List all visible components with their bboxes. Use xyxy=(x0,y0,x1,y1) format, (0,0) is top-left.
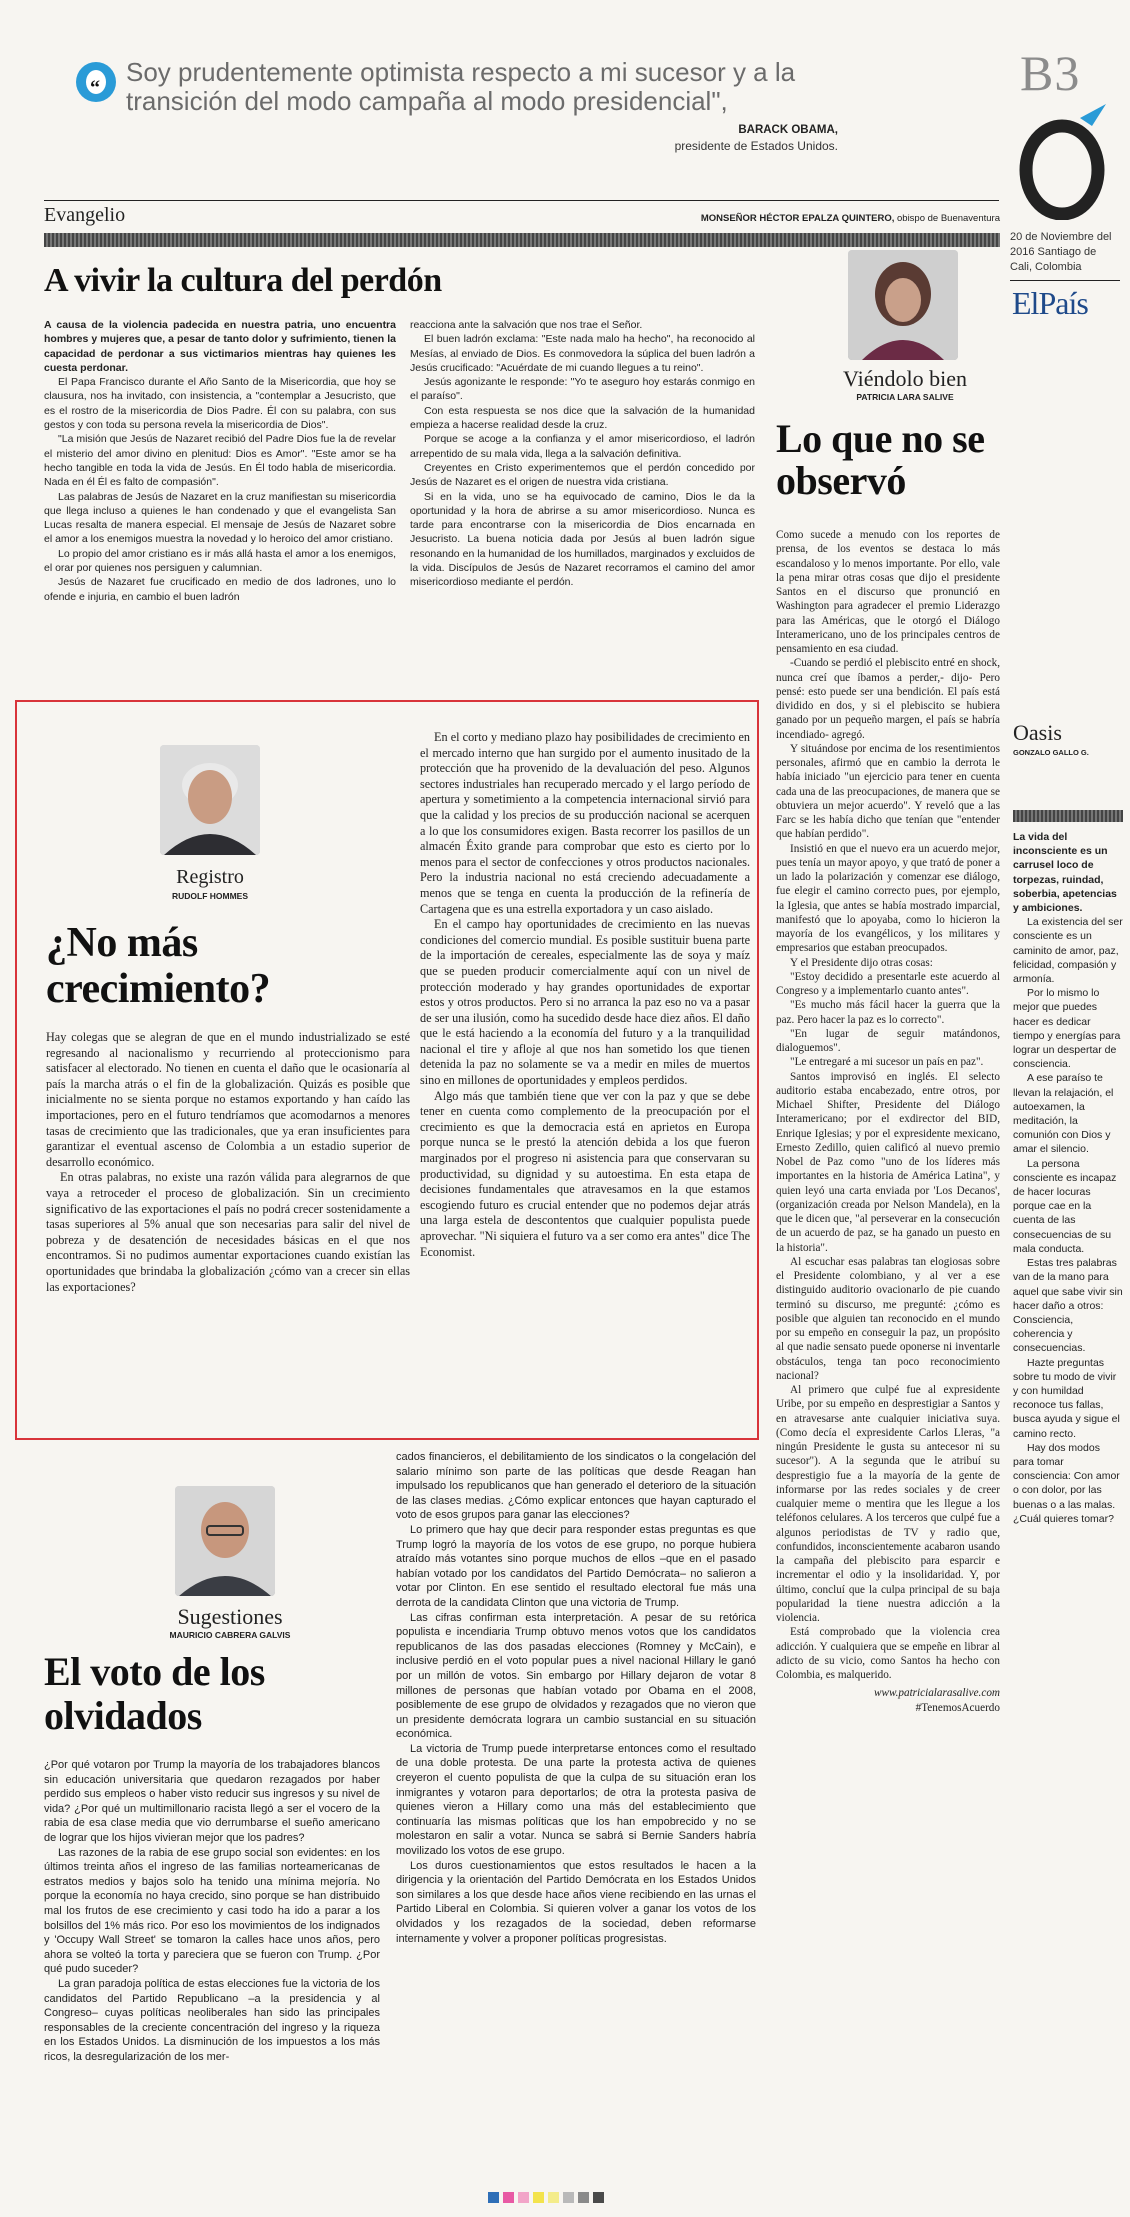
evangelio-top-rule xyxy=(44,200,999,201)
sugestiones-para: La gran paradoja política de estas elecciones fue la victoria de los candidatos del Partido Republicano –a la presidencia y al Congreso– cuyas políticas neoliberales han sido las principales responsables de la creciente concentración del ingreso y la riqueza en los Estados Unidos. La disminución de los impuestos a los más ricos, la desregularización de los mer- xyxy=(44,1977,380,2063)
evangelio-col2 xyxy=(410,318,755,678)
oasis-para: Por lo mismo lo mejor que puedes hacer es dedicar tiempo y energías para lograr un despertar de consciencia. xyxy=(1013,987,1121,1071)
evangelio-kicker: Evangelio xyxy=(44,204,126,226)
registro-author: RUDOLF HOMMES xyxy=(171,891,249,901)
evangelio-para: Jesús de Nazaret fue crucificado en medio de dos ladrones, uno lo ofende e injuria, en cambio el buen ladrón xyxy=(44,576,396,603)
registro-para: En otras palabras, no existe una razón válida para alegrarnos de que vaya a retroceder el proceso de globalización. Sin un crecimiento significativo de las exportaciones el país no podrá crecer sostenidamente a tasas superiores al 5% anual que son necesarias para salir del nivel de pobreza y de desatención de necesidades básicas en el que nos encontramos. Si no pudimos aumentar exportaciones cuando existían las oportunidades que brindaba la globalización ¿cómo van a crecer sin ellas las exportaciones? xyxy=(46,1170,410,1294)
viendolo-para: -Cuando se perdió el plebiscito entré en shock, nunca creí que íbamos a perder,- dijo- Pero pensé: esto puede ser una bendición. El país está dividido en dos, y si el plebiscito se hubiera ganado por un pequeño margen, el país se habría incendiado- agregó. xyxy=(776,657,1000,741)
sugestiones-headline: El voto de los olvidados xyxy=(44,1649,265,1738)
evangelio-para: El buen ladrón exclama: "Este nada malo ha hecho", ha reconocido al Mesías, al enviado de Dios. Es conmovedora la súplica del buen ladrón a Jesús crucificado: "Acuérdate de mi cuando llegues a tu reino". xyxy=(410,333,755,374)
evangelio-para: Porque se acoge a la confianza y el amor misericordioso, el ladrón arrepentido de su mala vida, llega a la salvación definitiva. xyxy=(410,433,755,460)
evangelio-para: A causa de la violencia padecida en nuestra patria, uno encuentra hombres y mujeres que, a pesar de tanto dolor y sufrimiento, tienen la capacidad de perdonar a sus victimarios mientras hay quienes les cuesta perdonar. xyxy=(44,319,396,374)
evangelio-para: Jesús agonizante le responde: "Yo te aseguro hoy estarás conmigo en el paraíso". xyxy=(410,376,755,403)
sugestiones-column-name: Sugestiones xyxy=(177,1604,283,1629)
viendolo-para: "Es mucho más fácil hacer la guerra que la paz. Pero hacer la paz es lo correcto". xyxy=(776,999,1000,1026)
evangelio-para: reacciona ante la salvación que nos trae el Señor. xyxy=(410,319,643,331)
color-swatch xyxy=(578,2192,589,2203)
oasis-para: La persona consciente es incapaz de hacer locuras porque cae en la cuenta de las consecuencias de su mala conducta. xyxy=(1013,1157,1117,1255)
registro-col2 xyxy=(420,730,750,1435)
evangelio-byline-name: MONSEÑOR HÉCTOR EPALZA QUINTERO, xyxy=(700,213,895,224)
viendolo-para: Al primero que culpé fue al expresidente Uribe, por su empeño en desprestigiar a Santos y en atravesarse ante cualquier iniciativa suya. (Como decía el expresidente Carlos Lleras, "a ningún Presidente le gusta su antecesor ni su sucesor"). A la segunda que le atribuí su desprestigio fue a la mayoría de la gente de informarse por las redes sociales y de creer cualquier meme o mentira que les llegue a los teléfonos celulares. A los terceros que culpé fue a algunos periodistas de TV y radio que, confundidos, inconscientemente acabaron usando la campaña del plebiscito para esparcir e incrementar el odio y la insolidaridad. Y, por último, concluí que la culpa principal de su baja popularidad la tiene nuestra adicción a la violencia. xyxy=(776,1384,1000,1624)
masthead-date: 20 de Noviembre del 2016 Santiago de Cali, Colombia xyxy=(1010,231,1112,273)
viendolo-para: Al escuchar esas palabras tan elogiosas sobre el Presidente colombiano, y al ver a ese distinguido auditorio ovacionarlo de pie cuando terminó su discurso, me pregunté: ¿cómo es posible que alguien tan reconocido en el mundo por su empeño en conseguir la paz, un propósito al que nadie sensato puede oponerse ni inventarle obstáculos, tenga tan poco reconocimiento nacional? xyxy=(776,1255,1000,1382)
registro-para: En el corto y mediano plazo hay posibilidades de crecimiento en el mercado interno que han surgido por el aumento inusitado de la protección que ha provenido de la devaluación del peso. Algunos sectores industriales han recuperado mercado y el largo período de apertura y sometimiento a la competencia internacional sirvió para que la calidad y los precios de su producción nacional se acerquen a lo que los consumidores exigen. Basta recorrer los pasillos de un almacén Éxito grande para comprobar que esto es cierto por lo menos para el sector de confecciones y otros productos nacionales. Pero la industria nacional no está creciendo adecuadamente a menos que se tenga en cuenta la producción de la refinería de Cartagena que es una estrella exportadora y un caso aislado. xyxy=(420,730,750,916)
color-swatch xyxy=(548,2192,559,2203)
sugestiones-para: Lo primero que hay que decir para responder estas preguntas es que Trump logró la mayoría de los votos de ese grupo, no porque hubiera atraído más votantes sino porque muchos de ellos –que en el pasado habían votado por los candidatos del Partido Demócrata– no salieron a votar por Clinton. En ese sentido el resultado electoral fue más una derrota de la candidata Clinton que una victoria de Trump. xyxy=(396,1523,756,1609)
author-photo-patricia xyxy=(848,250,958,360)
quote-icon: “ xyxy=(76,62,116,102)
registro-headline: ¿No más crecimiento? xyxy=(46,920,271,1012)
author-photo-rudolf xyxy=(160,745,260,855)
evangelio-para: Si en la vida, uno se ha equivocado de camino, Dios le da la oportunidad y la hora de abrirse a su amor misericordioso. Nunca es tarde para encontrarse con la misericordia de Dios encarnada en Jesucristo. La buena noticia dada por Jesús al buen ladrón sigue resonando en la humanidad de los humillados, marginados y excluidos de la vida. Discípulos de Jesús de Nazaret recorramos el camino del amor misericordioso mediante el perdón. xyxy=(410,490,755,589)
registro-para: Algo más que también tiene que ver con la paz y que se debe tener en cuenta como complemento de la preocupación por el crecimiento es que la democracia está en aprietos en Europa porque nunca se le prestó la atención debida a los que fueron marginados por el progreso ni asistencia para que conservaran su productividad, su dignidad y su autoestima. En esta etapa de decisiones fundamentales que atravesamos en la que estamos escogiendo futuro es crucial entender que no podemos dejar atrás una larga estela de descontentos que cualquier populista puede aprovechar. "Ni siquiera el futuro va a ser como era antes" dice The Economist. xyxy=(420,1088,750,1259)
sugestiones-para: ¿Por qué votaron por Trump la mayoría de los trabajadores blancos sin educación universitaria que quedaron rezagados por haber perdido sus empleos o haber visto reducir sus ingresos y su nivel de vida? ¿Por qué un multimillonario racista llegó a ser el vocero de la rabia de esa clase media que vio derrumbarse el sueño americano de lograr que los hijos vivieran mejor que los padres? xyxy=(44,1759,380,1844)
sugestiones-para: cados financieros, el debilitamiento de los sindicatos o la congelación del salario mínimo son parte de las políticas que desde Reagan han impulsado los republicanos que han generado el deterioro de la situación de las clases medias. ¿Cómo explicar entonces que hayan capturado el voto de esos grupos para ganar las elecciones? xyxy=(396,1451,756,1522)
evangelio-byline-role: obispo de Buenaventura xyxy=(894,213,1000,224)
viendolo-para: "Estoy decidido a presentarle este acuerdo al Congreso y a implementarlo cuanto antes". xyxy=(776,970,1000,997)
viendolo-para: Y el Presidente dijo otras cosas: xyxy=(790,956,933,969)
oasis-author: GONZALO GALLO G. xyxy=(1013,748,1089,757)
registro-para: En el campo hay oportunidades de crecimiento en las nuevas condiciones del comercio mundial. Es posible sustituir buena parte de la importación de cereales, especialmente las de soya y maíz que se pueden producir comercialmente aquí con un nivel de protección moderado y hay grandes oportunidades de exportar estos y otros productos. Pero si no arranca la paz eso no va a pasar de ser una ilusión, como ha sucedido desde hace diez años. El daño que le está haciendo a la economía del futuro y a la tranquilidad nacional el tire y afloje al que nos han sometido los que tienen detenida la paz no solamente se va a medir en miles de muertos sino en millones de oportunidades y empleos perdidos. xyxy=(420,917,750,1088)
oasis-para: Hazte preguntas sobre tu modo de vivir y con humildad reconoce tus fallas, busca ayuda y sigue el camino recto. xyxy=(1013,1356,1120,1440)
color-swatch xyxy=(593,2192,604,2203)
oasis-lead: La vida del inconsciente es un carrusel loco de torpezas, ruindad, soberbia, apetencias y ambiciones. xyxy=(1013,831,1117,915)
evangelio-col1 xyxy=(44,318,396,678)
color-swatch xyxy=(518,2192,529,2203)
top-quote-text: Soy prudentemente optimista respecto a mi sucesor y a la transición del modo campaña al modo presidencial", xyxy=(126,57,796,116)
color-swatch xyxy=(533,2192,544,2203)
evangelio-para: Las palabras de Jesús de Nazaret en la cruz manifiestan su misericordia que llega incluso a quienes le han condenado y que el evangelista San Lucas resalta de manera especial. El mensaje de Jesús de Nazaret sobre el amor a los enemigos muestra la novedad y lo heroico del amor cristiano. xyxy=(44,490,396,546)
color-swatch xyxy=(503,2192,514,2203)
sugestiones-para: La victoria de Trump puede interpretarse entonces como el resultado de una doble protesta. De una parte la protesta activa de quienes creyeron el cuento populista de que la culpa de su situación eran los inmigrantes y votaron para deportarlos; de otra la protesta pasiva de quienes vieron a Hillary como una más del establecimiento que continuaría las mismas políticas que los han empobrecido y no se molestaron en salir a votar. Nunca se sabrá si Bernie Sanders habría movilizado los votos de ese grupo. xyxy=(396,1742,756,1858)
viendolo-para: "Le entregaré a mi sucesor un país en paz". xyxy=(790,1056,984,1069)
oasis-para: A ese paraíso te llevan la relajación, el autoexamen, la meditación, la comunión con Dios y amar el silencio. xyxy=(1013,1072,1114,1156)
sugestiones-para: Las razones de la rabia de ese grupo social son evidentes: en los últimos treinta años el ingreso de las familias norteamericanas de estratos medios y bajos solo ha tenido una mínima mejoría. No porque la economía no haya crecido, sino porque se han distribuido mal los frutos de ese crecimiento y casi todo ha ido a parar a los bolsillos del 1% más rico. Por eso los movimientos de los indignados y 'Occupy Wall Street' se tomaron la calles hace unos años, pero ahora se volteó la torta y pareciera que se fueron con Trump. ¿Por qué pudo suceder? xyxy=(44,1846,380,1976)
oasis-body xyxy=(1013,830,1123,1840)
sugestiones-author: MAURICIO CABRERA GALVIS xyxy=(169,1630,291,1640)
evangelio-para: Creyentes en Cristo experimentemos que el perdón concedido por Jesús de Nazaret es el origen de nuestra vida cristiana. xyxy=(410,461,755,489)
evangelio-para: Lo propio del amor cristiano es ir más allá hasta el amor a los enemigos, el orar por quienes nos persiguen y calumnian. xyxy=(44,547,396,575)
color-swatch xyxy=(488,2192,499,2203)
registro-para: Hay colegas que se alegran de que en el mundo industrializado se esté regresando al nacionalismo y recurriendo al proteccionismo para satisfacer al electorado. No tienen en cuenta el daño que le ocasionaría al país la marcha atrás o el fin de la globalización. Quizás es posible que inicialmente no se sienta porque no estamos exportando y han caído las importaciones, pero en el futuro tendríamos que acomodarnos a menores tasas de crecimiento que las tradicionales, que ya eran insuficientes para garantizar el eventual ascenso de Colombia a un estadio superior de desarrollo económico. xyxy=(46,1030,410,1169)
paper-logo: ElPaís xyxy=(1012,285,1088,321)
viendolo-hashtag: #TenemosAcuerdo xyxy=(915,1701,1000,1714)
oasis-column-name: Oasis xyxy=(1013,720,1062,745)
viendolo-headline: Lo que no se observó xyxy=(776,416,985,503)
viendolo-author: PATRICIA LARA SALIVE xyxy=(856,392,954,402)
oasis-para: La existencia del ser consciente es un caminito de amor, paz, felicidad, compasión y armonía. xyxy=(1013,916,1123,986)
viendolo-para: Como sucede a menudo con los reportes de prensa, de los eventos se destaca lo más escandaloso y lo menos importante. Por ello, vale la pena mirar otras cosas que dijo el presidente Santos en el discurso que pronunció en Washington para agradecer el premio Liderazgo para las Américas, que le otorgó el Diálogo Interamericano, uno de los principales centros de pensamiento en esa ciudad. xyxy=(776,529,1000,655)
author-photo-mauricio xyxy=(175,1486,275,1596)
viendolo-body xyxy=(776,528,1000,2122)
viendolo-para: Insistió en que el nuevo era un acuerdo mejor, pues tenía un mayor apoyo, y que trató de poner a un lado la polarización y comenzar ese diálogo, fue elegir el camino correcto pues, por ejemplo, la Iglesia, que antes se había mostrado imparcial, manifestó que lo apoyaba, como lo hicieron la mayoría de los evangélicos, y los militares y empresarios que estaban preocupados. xyxy=(776,842,1000,955)
evangelio-headline: A vivir la cultura del perdón xyxy=(44,262,442,299)
oasis-para: Estas tres palabras van de la mano para aquel que sabe vivir sin hacer daño a otros: Consciencia, coherencia y consecuencias. xyxy=(1013,1257,1123,1355)
sugestiones-para: Las cifras confirman esta interpretación. A pesar de su retórica populista e incendiaria Trump obtuvo menos votos que los candidatos republicanos de las dos pasadas elecciones (Romney y McCain), e inclusive perdió en el voto popular pues a nivel nacional Hillary le ganó por un millón de votos. Sin embargo por Hillary dejaron de votar 8 millones de personas que habían votado por Obama en el 2008, posiblemente de ese grupo de olvidados y rezagados que no vieron que un presidente demócrata lograra un cambio sustancial en su situación económica. xyxy=(396,1611,756,1741)
top-quote-author: BARACK OBAMA, xyxy=(738,124,838,136)
oasis-bar xyxy=(1013,810,1123,822)
registro-column-name: Registro xyxy=(176,866,244,888)
viendolo-para: Está comprobado que la violencia crea adicción. Y cualquiera que se empeñe en librar al adicto de su vicio, como Santos ha hecho con Colombia, es malquerido. xyxy=(776,1626,1000,1681)
top-quote-author-role: presidente de Estados Unidos. xyxy=(674,139,838,153)
section-code: B3 xyxy=(1020,45,1081,101)
oasis-para: Hay dos modos para tomar consciencia: Con amor o con dolor, por las buenas o a las malas. ¿Cuál quieres tomar? xyxy=(1013,1441,1120,1525)
viendolo-para: Santos improvisó en inglés. El selecto auditorio estaba encabezado, entre otros, por Michael Shifter, Presidente del Diálogo Interamericano; por el exdirector del BID, Enrique Iglesias; y por el expresidente mexicano, Ernesto Zedillo, quien calificó al nuevo premio Nobel de Paz como "uno de los líderes más importantes en la historia de América Latina", y quien leyó una carta enviada por 'Los Decanos', (organización creada por Nelson Mandela), en la que le dicen que, "al perseverar en la consecución de un acuerdo de paz, se ha ganado un puesto en la historia". xyxy=(776,1070,1000,1254)
masthead-rule xyxy=(1010,280,1120,281)
sugestiones-col2 xyxy=(396,1450,756,2140)
evangelio-para: El Papa Francisco durante el Año Santo de la Misericordia, que hoy se clausura, nos ha invitado, con insistencia, a "contemplar a Jesucristo, que es el rostro de la misericordia de Dios Padre. Él con su palabra, con sus gestos y con toda su persona revela la misericordia de Dios". xyxy=(44,376,396,432)
viendolo-website: www.patricialarasalive.com xyxy=(874,1687,1000,1700)
sugestiones-para: Los duros cuestionamientos que estos resultados le hacen a la dirigencia y la orientación del Partido Demócrata en los Estados Unidos son similares a los que desde hace años viene recibiendo en las urnas el Partido Liberal en Colombia. Si quieren volver a ganar los votos de los olvidados y los rezagados de la sociedad, deben reformarse internamente y volver a proponer políticas progresistas. xyxy=(396,1859,756,1945)
evangelio-para: "La misión que Jesús de Nazaret recibió del Padre Dios fue la de revelar el misterio del amor divino en plenitud: Dios es Amor". "Este amor se ha hecho tangible en toda la vida de Jesús. En Él todo habla de misericordia. Nada en él Él es falto de compasión". xyxy=(44,433,396,489)
evangelio-byline xyxy=(470,213,1000,224)
evangelio-para: Con esta respuesta se nos dice que la salvación de la humanidad empieza a hacerse realidad desde la cruz. xyxy=(410,404,755,432)
print-color-bar xyxy=(488,2190,608,2208)
opinion-logo xyxy=(1010,100,1120,220)
color-swatch xyxy=(563,2192,574,2203)
registro-col1 xyxy=(46,1030,410,1430)
viendolo-para: "En lugar de seguir matándonos, dialoguemos". xyxy=(776,1027,1000,1054)
viendolo-para: Y situándose por encima de los resentimientos personales, afirmó que en cambio la derrota le había iniciado "un ejercicio para tener en cuenta cada una de las preocupaciones, de manera que se obtuviera un mejor acuerdo". Y reveló que a las Farc se les había dicho que tenían que "entender que habían perdido". xyxy=(776,742,1000,841)
viendolo-column-name: Viéndolo bien xyxy=(843,366,967,391)
evangelio-bar xyxy=(44,233,1000,247)
sugestiones-col1 xyxy=(44,1758,380,2138)
